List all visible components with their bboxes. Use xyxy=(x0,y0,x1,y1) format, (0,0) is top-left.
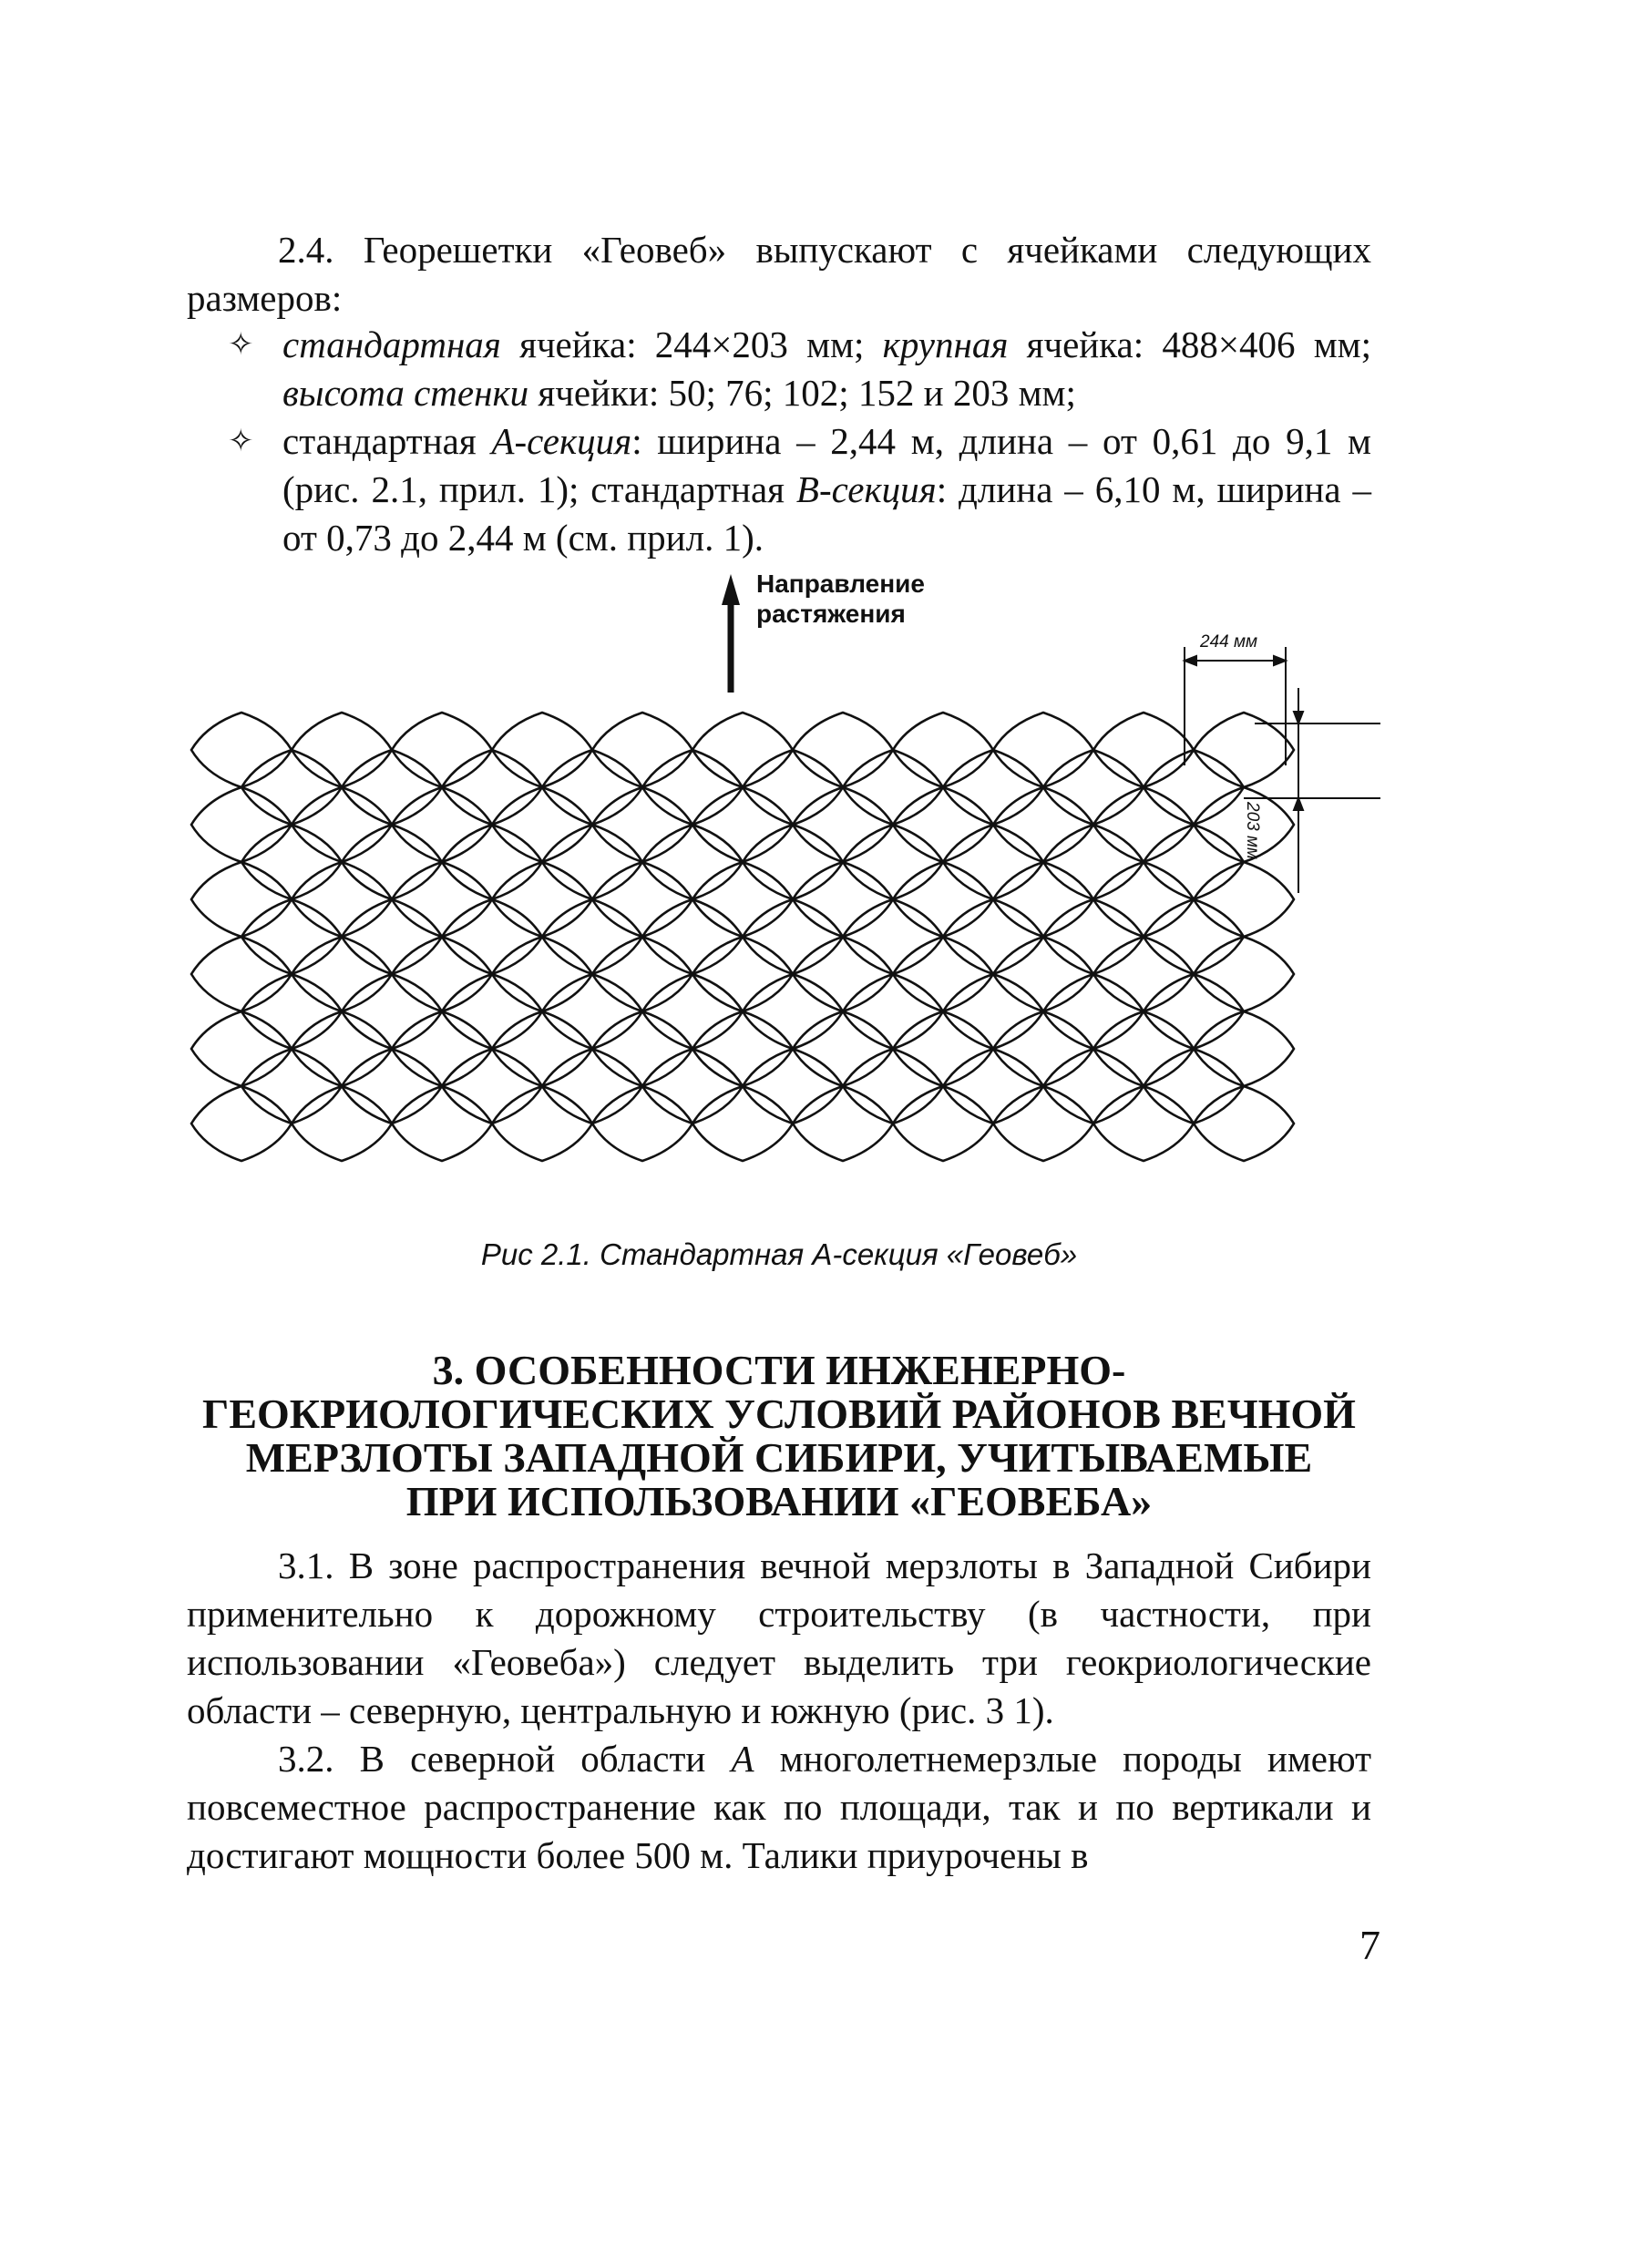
term-wall-height: высота стенки xyxy=(282,372,529,414)
geoweb-cell xyxy=(793,1011,893,1086)
geoweb-cell xyxy=(292,937,392,1011)
geoweb-cell-offset xyxy=(943,1049,1043,1124)
geoweb-cell-offset xyxy=(442,974,542,1049)
geoweb-cell-offset xyxy=(1144,974,1244,1049)
figure-caption: Рис 2.1. Стандартная А-секция «Геовеб» xyxy=(480,1237,1078,1271)
geoweb-cell xyxy=(492,713,592,787)
geoweb-cell-offset xyxy=(542,974,642,1049)
geoweb-cell xyxy=(592,937,692,1011)
geoweb-cell xyxy=(993,787,1093,862)
geoweb-cell xyxy=(292,1011,392,1086)
geoweb-cell xyxy=(793,1086,893,1161)
geoweb-cell xyxy=(191,713,292,787)
geoweb-cell-offset xyxy=(743,750,843,825)
paragraph-2-4-intro: 2.4. Георешетки «Геовеб» выпускают с ячейками следующих размеров: xyxy=(187,229,1371,319)
geoweb-cell-offset xyxy=(442,1049,542,1124)
geoweb-cell xyxy=(492,937,592,1011)
geoweb-cell xyxy=(1194,937,1294,1011)
geoweb-cell xyxy=(793,713,893,787)
text-standard-cell: ячейка: 244×203 мм; xyxy=(500,323,883,365)
geoweb-cell-offset xyxy=(542,750,642,825)
geoweb-cell xyxy=(993,1011,1093,1086)
geoweb-cell xyxy=(392,862,492,937)
geoweb-cell xyxy=(292,1086,392,1161)
geoweb-cell-offset xyxy=(943,750,1043,825)
geoweb-cell-offset xyxy=(743,974,843,1049)
height-dimension-lines xyxy=(1244,688,1380,893)
geoweb-cell-offset xyxy=(843,750,943,825)
cell-size-list xyxy=(187,321,1371,562)
geoweb-cell-offset xyxy=(642,825,743,899)
geoweb-cell xyxy=(191,1086,292,1161)
geoweb-cell xyxy=(692,1086,793,1161)
geoweb-cell-offset xyxy=(241,1049,342,1124)
geoweb-cell xyxy=(692,937,793,1011)
geoweb-cell xyxy=(1194,1086,1294,1161)
geoweb-cell-offset xyxy=(943,974,1043,1049)
heading-line-3: МЕРЗЛОТЫ ЗАПАДНОЙ СИБИРИ, УЧИТЫВАЕМЫЕ xyxy=(245,1434,1313,1481)
list-item-sections xyxy=(187,417,1371,562)
geoweb-cell-offset xyxy=(843,1049,943,1124)
geoweb-cell xyxy=(191,787,292,862)
geoweb-cell xyxy=(592,1086,692,1161)
geoweb-cell-offset xyxy=(342,825,442,899)
geoweb-cell-offset xyxy=(1043,825,1144,899)
geoweb-cell-offset xyxy=(241,974,342,1049)
width-dimension-label: 244 мм xyxy=(1200,632,1258,652)
term-standard: стандартная xyxy=(282,323,501,365)
heading-line-4: ПРИ ИСПОЛЬЗОВАНИИ «ГЕОВЕБА» xyxy=(405,1478,1153,1524)
text-wall-height: ячейки: 50; 76; 102; 152 и 203 мм; xyxy=(528,372,1076,414)
geoweb-cell xyxy=(893,862,993,937)
geoweb-cell xyxy=(1093,713,1194,787)
heading-line-1: 3. ОСОБЕННОСТИ ИНЖЕНЕРНО- xyxy=(432,1347,1126,1393)
geoweb-cell xyxy=(1093,1011,1194,1086)
geoweb-cell-offset xyxy=(1144,825,1244,899)
geoweb-cell xyxy=(793,862,893,937)
geoweb-cell xyxy=(993,862,1093,937)
geoweb-cell xyxy=(692,787,793,862)
geoweb-cell xyxy=(592,1011,692,1086)
geoweb-cell-offset xyxy=(1144,899,1244,974)
geoweb-cell xyxy=(793,787,893,862)
geoweb-cell xyxy=(1093,937,1194,1011)
geoweb-cell xyxy=(292,862,392,937)
bullet-star-icon: ✧ xyxy=(228,326,254,363)
section-3-heading xyxy=(178,1349,1380,1524)
geoweb-cell-offset xyxy=(1043,899,1144,974)
geoweb-cell xyxy=(492,1086,592,1161)
geoweb-cell xyxy=(392,787,492,862)
term-region-a: А xyxy=(731,1738,754,1780)
geoweb-cell-offset xyxy=(241,750,342,825)
geoweb-cell-offset xyxy=(843,825,943,899)
tension-direction-label xyxy=(756,569,925,629)
geoweb-cell-offset xyxy=(843,974,943,1049)
geoweb-cell xyxy=(592,862,692,937)
text-3-2-prefix: 3.2. В северной области xyxy=(278,1738,732,1780)
geoweb-cell xyxy=(191,862,292,937)
geoweb-cell xyxy=(1093,787,1194,862)
figure-geoweb-section xyxy=(187,556,1380,1212)
geoweb-cell xyxy=(492,787,592,862)
geoweb-cell xyxy=(392,1086,492,1161)
geoweb-cell xyxy=(392,937,492,1011)
geoweb-cell xyxy=(1093,862,1194,937)
paragraph-3-2 xyxy=(187,1735,1371,1880)
list-item-cell-sizes xyxy=(187,321,1371,417)
geoweb-cell xyxy=(893,1086,993,1161)
geoweb-cell xyxy=(191,937,292,1011)
term-b-section: В-секция xyxy=(795,468,937,510)
geoweb-cell-offset xyxy=(1043,1049,1144,1124)
geoweb-cell xyxy=(793,937,893,1011)
text-large-cell: ячейка: 488×406 мм; xyxy=(1008,323,1371,365)
geoweb-cell-offset xyxy=(1043,750,1144,825)
geoweb-cell-offset xyxy=(943,825,1043,899)
geoweb-cell xyxy=(893,713,993,787)
geoweb-cell xyxy=(692,1011,793,1086)
heading-line-2: ГЕОКРИОЛОГИЧЕСКИХ УСЛОВИЙ РАЙОНОВ ВЕЧНОЙ xyxy=(202,1391,1356,1437)
geoweb-cell-offset xyxy=(342,899,442,974)
geoweb-cell-offset xyxy=(342,974,442,1049)
geoweb-cell xyxy=(1093,1086,1194,1161)
geoweb-cell xyxy=(392,713,492,787)
geoweb-cell-offset xyxy=(743,1049,843,1124)
page-number: 7 xyxy=(1359,1922,1380,1968)
geoweb-cell-offset xyxy=(342,1049,442,1124)
text-a-prefix: стандартная xyxy=(282,420,492,462)
geoweb-cell xyxy=(492,862,592,937)
term-a-section: А-секция xyxy=(491,420,632,462)
geoweb-cell-offset xyxy=(642,750,743,825)
paragraph-3-1: 3.1. В зоне распространения вечной мерзлоты в Западной Сибири применительно к дорожному строительству (в частности, при использовании «Геовеба») следует выделить три геокриологические области – северную, центральную и южную (рис. 3 1). xyxy=(187,1544,1371,1731)
geoweb-cell-offset xyxy=(743,825,843,899)
geoweb-cell xyxy=(592,787,692,862)
geoweb-cell-offset xyxy=(342,750,442,825)
geoweb-cell xyxy=(893,1011,993,1086)
geoweb-cell-offset xyxy=(542,1049,642,1124)
geoweb-cell-offset xyxy=(442,750,542,825)
height-dimension-label: 203 мм xyxy=(1243,802,1262,860)
geoweb-cell-offset xyxy=(1144,750,1244,825)
geoweb-cell xyxy=(893,787,993,862)
term-large: крупная xyxy=(882,323,1009,365)
geoweb-cell-offset xyxy=(743,899,843,974)
geoweb-cell xyxy=(1194,862,1294,937)
geoweb-cell xyxy=(191,1011,292,1086)
text-b-section: : длина – 6,10 м, ширина – от 0,73 до 2,44 м (см. прил. 1). xyxy=(282,468,1371,559)
geoweb-cell-offset xyxy=(843,899,943,974)
geoweb-cell xyxy=(492,1011,592,1086)
geoweb-cell xyxy=(592,713,692,787)
geoweb-cell-offset xyxy=(442,825,542,899)
text-a-section: : ширина – 2,44 м, длина – от 0,61 до 9,1 м (рис. 2.1, прил. 1); стандартная xyxy=(282,420,1372,510)
geoweb-cell-offset xyxy=(642,974,743,1049)
geoweb-cell xyxy=(692,713,793,787)
geoweb-cell-offset xyxy=(542,899,642,974)
geoweb-cell-offset xyxy=(943,899,1043,974)
geoweb-grid-drawing xyxy=(187,556,1380,1212)
geoweb-cell xyxy=(292,787,392,862)
direction-label-line-2: растяжения xyxy=(756,600,906,628)
geoweb-cell xyxy=(392,1011,492,1086)
geoweb-cell-offset xyxy=(542,825,642,899)
geoweb-cell xyxy=(692,862,793,937)
geoweb-cell xyxy=(893,937,993,1011)
bullet-star-icon: ✧ xyxy=(228,423,254,459)
geoweb-cell-offset xyxy=(1043,974,1144,1049)
text-3-2-body: многолетнемерзлые породы имеют повсеместное распространение как по площади, так и по вертикали и достигают мощности более 500 м. Талики приурочены в xyxy=(187,1738,1371,1876)
direction-label-line-1: Направление xyxy=(756,570,925,598)
geoweb-cell xyxy=(993,937,1093,1011)
geoweb-cell-offset xyxy=(642,899,743,974)
geoweb-cell-offset xyxy=(241,899,342,974)
geoweb-cell xyxy=(292,713,392,787)
geoweb-cell-offset xyxy=(241,825,342,899)
geoweb-cell-offset xyxy=(642,1049,743,1124)
geoweb-cell-offset xyxy=(442,899,542,974)
geoweb-cell-offset xyxy=(1144,1049,1244,1124)
geoweb-cell xyxy=(1194,1011,1294,1086)
geoweb-cell xyxy=(993,713,1093,787)
geoweb-cell xyxy=(993,1086,1093,1161)
tension-arrow-icon xyxy=(722,574,740,605)
width-dimension-lines xyxy=(1185,647,1286,765)
